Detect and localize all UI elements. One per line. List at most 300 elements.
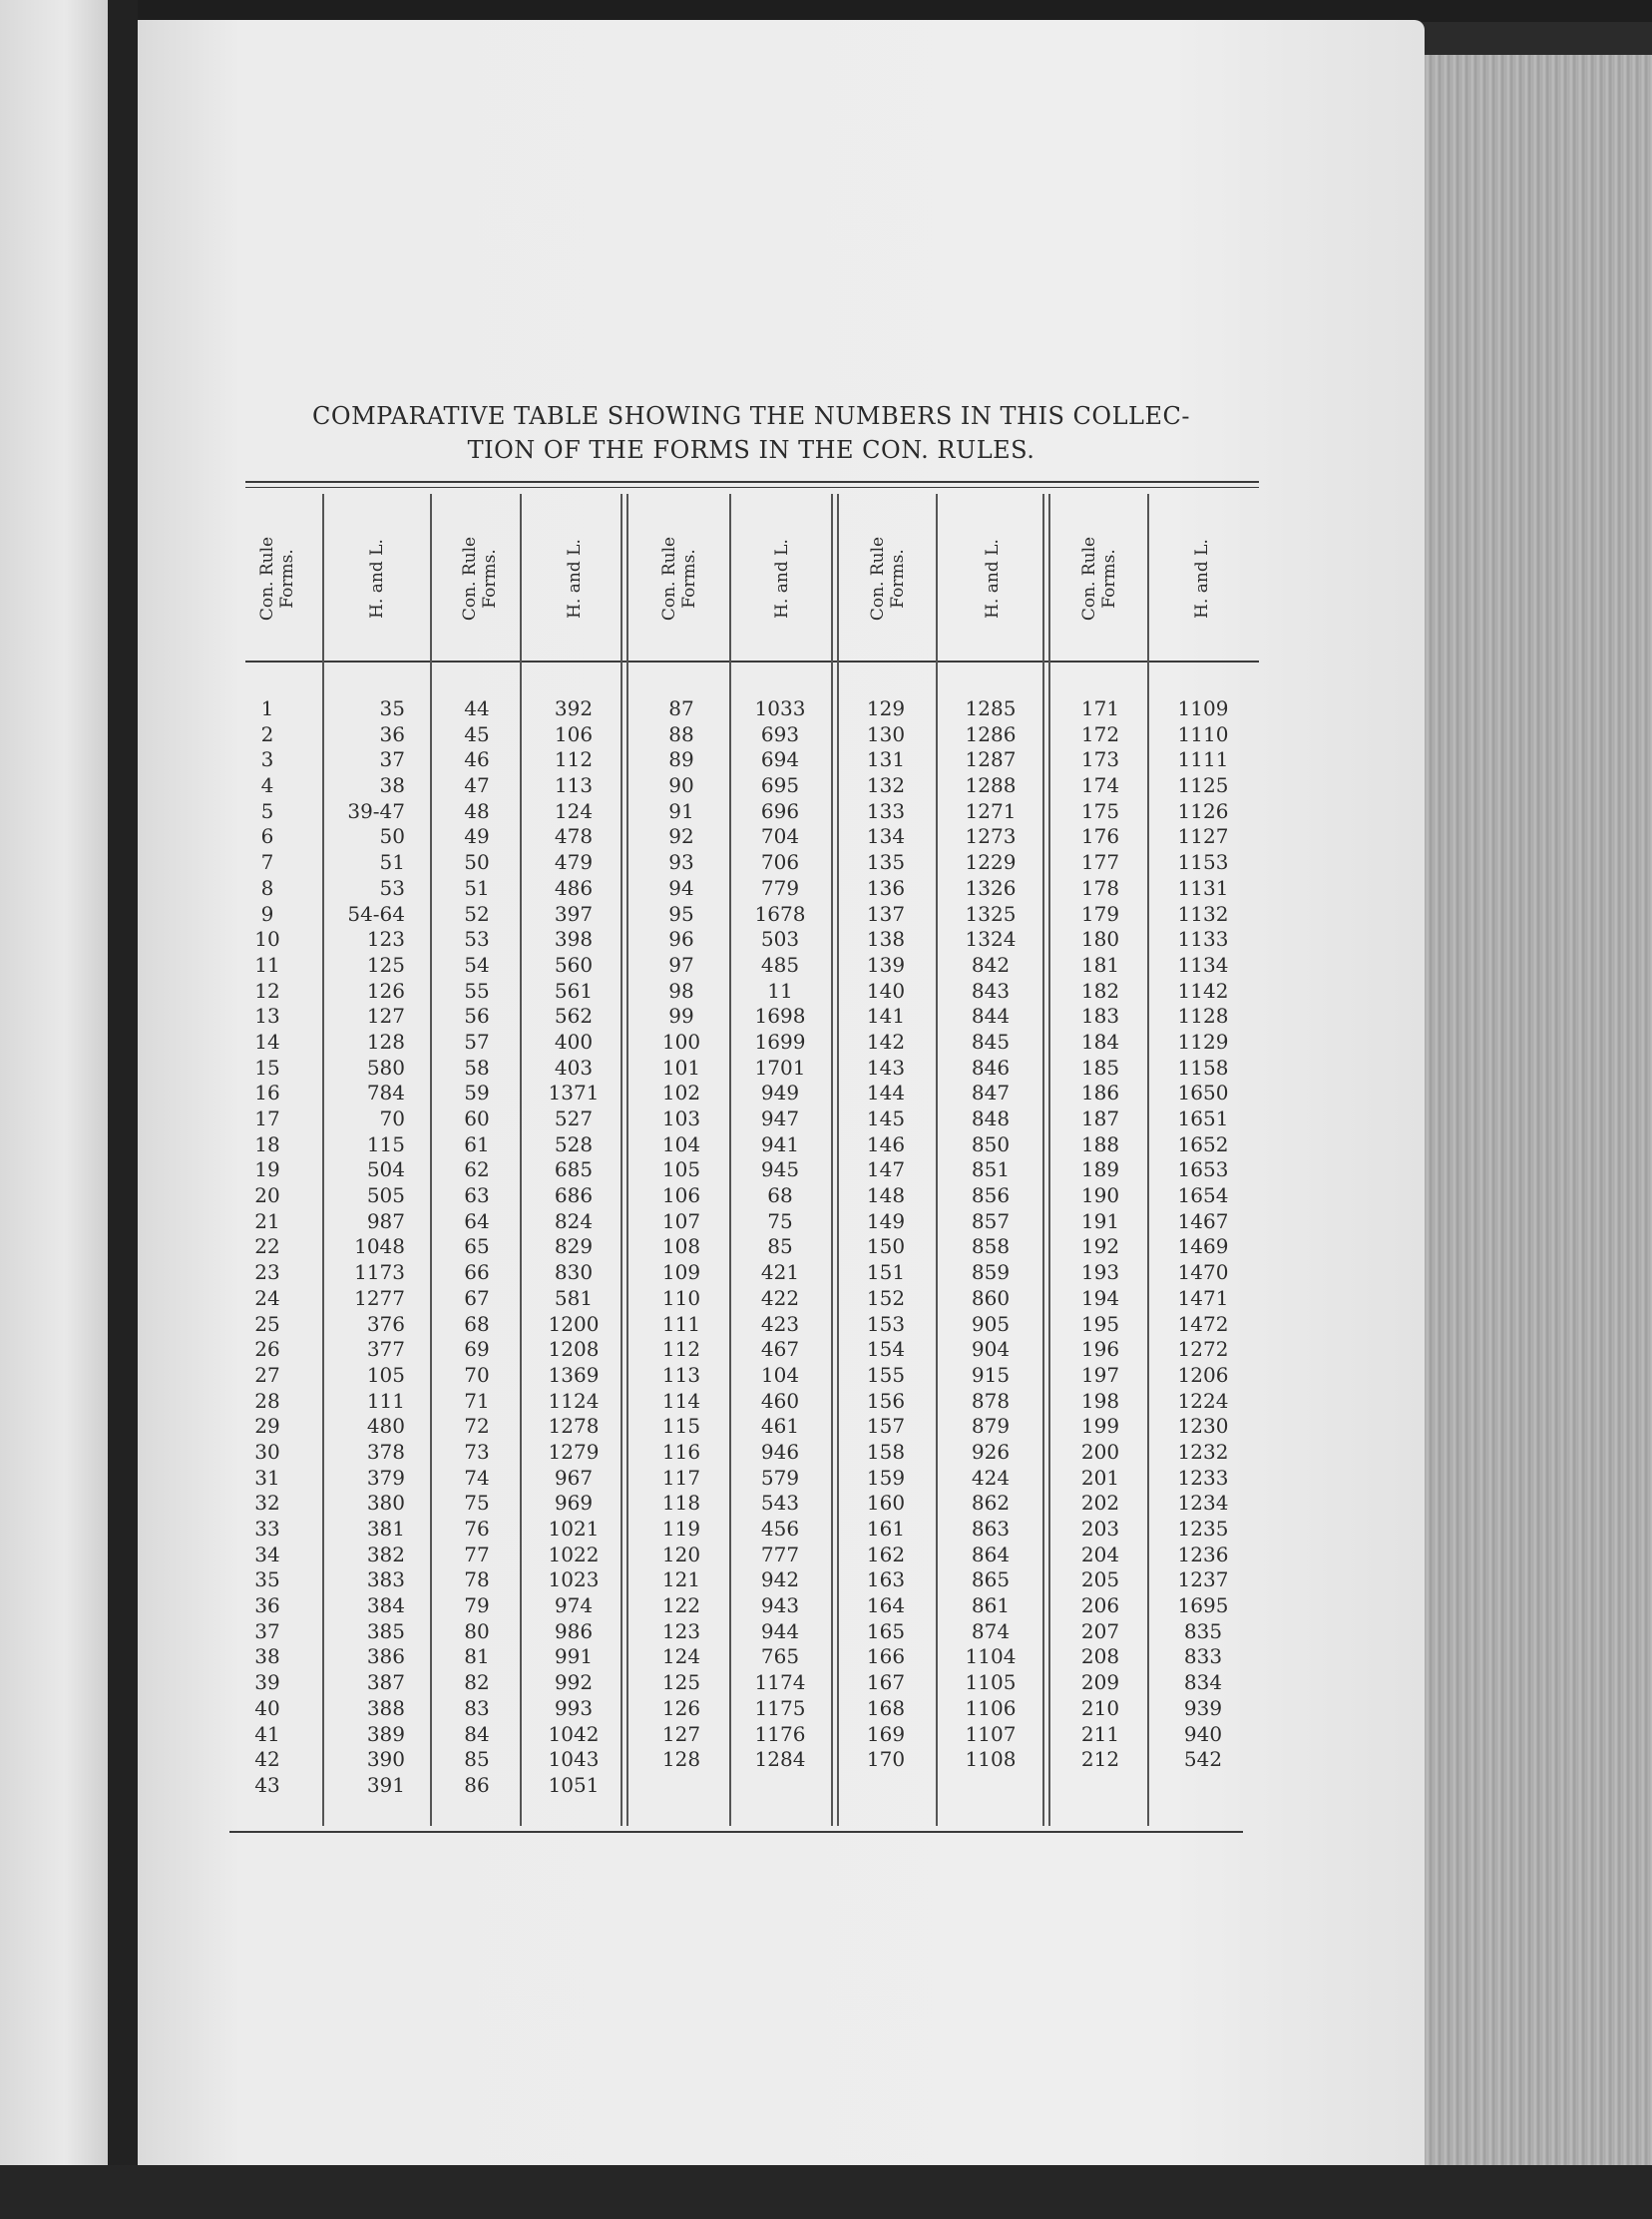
h-and-l-number: 377 bbox=[366, 1337, 405, 1362]
h-and-l-number: 1467 bbox=[1177, 1208, 1229, 1233]
con-rule-number: 39 bbox=[254, 1670, 280, 1695]
con-rule-number: 127 bbox=[661, 1721, 701, 1746]
h-and-l-number: 939 bbox=[1183, 1695, 1223, 1720]
h-and-l-number: 865 bbox=[971, 1567, 1011, 1592]
con-rule-number: 178 bbox=[1080, 875, 1120, 900]
h-and-l-number: 915 bbox=[971, 1362, 1011, 1387]
h-and-l-number: 113 bbox=[554, 773, 594, 798]
h-and-l-number: 1288 bbox=[965, 773, 1017, 798]
h-and-l-number: 391 bbox=[366, 1772, 405, 1797]
con-rule-number: 209 bbox=[1080, 1670, 1120, 1695]
con-rule-number: 64 bbox=[464, 1208, 490, 1233]
con-rule-number: 190 bbox=[1080, 1183, 1120, 1208]
h-and-l-number: 1236 bbox=[1177, 1542, 1229, 1566]
h-and-l-number: 1105 bbox=[965, 1670, 1017, 1695]
con-rule-number: 148 bbox=[866, 1183, 906, 1208]
h-and-l-number: 528 bbox=[554, 1131, 594, 1156]
h-and-l-number: 1134 bbox=[1177, 952, 1229, 977]
con-rule-number: 99 bbox=[668, 1004, 694, 1029]
con-rule-number: 175 bbox=[1080, 798, 1120, 823]
h-and-l-number: 1272 bbox=[1177, 1337, 1229, 1362]
con-rule-number: 45 bbox=[464, 721, 490, 746]
con-rule-number: 12 bbox=[254, 978, 280, 1003]
h-and-l-number: 1232 bbox=[1177, 1439, 1229, 1464]
header-rule bbox=[245, 661, 1259, 663]
h-and-l-number: 1285 bbox=[965, 696, 1017, 720]
h-and-l-number: 561 bbox=[554, 978, 594, 1003]
con-rule-number: 79 bbox=[464, 1593, 490, 1618]
con-rule-number: 10 bbox=[254, 927, 280, 952]
con-rule-number: 67 bbox=[464, 1285, 490, 1310]
h-and-l-number: 422 bbox=[760, 1285, 800, 1310]
h-and-l-number: 1234 bbox=[1177, 1491, 1229, 1516]
con-rule-number: 80 bbox=[464, 1618, 490, 1643]
h-and-l-number: 1206 bbox=[1177, 1362, 1229, 1387]
h-and-l-number: 1106 bbox=[965, 1695, 1017, 1720]
con-rule-number: 196 bbox=[1080, 1337, 1120, 1362]
con-rule-number: 147 bbox=[866, 1157, 906, 1182]
con-rule-number: 117 bbox=[661, 1465, 701, 1490]
column-con-rule-5 bbox=[1067, 696, 1133, 1773]
header-h-and-l: H. and L. bbox=[367, 539, 387, 619]
con-rule-number: 126 bbox=[661, 1695, 701, 1720]
con-rule-number: 108 bbox=[661, 1234, 701, 1259]
h-and-l-number: 942 bbox=[760, 1567, 800, 1592]
h-and-l-number: 1125 bbox=[1177, 773, 1229, 798]
h-and-l-number: 1278 bbox=[548, 1414, 600, 1439]
h-and-l-number: 1324 bbox=[965, 927, 1017, 952]
h-and-l-number: 376 bbox=[366, 1311, 405, 1336]
con-rule-number: 130 bbox=[866, 721, 906, 746]
h-and-l-number: 51 bbox=[379, 850, 405, 875]
con-rule-number: 63 bbox=[464, 1183, 490, 1208]
h-and-l-number: 941 bbox=[760, 1131, 800, 1156]
con-rule-number: 109 bbox=[661, 1260, 701, 1285]
h-and-l-number: 1279 bbox=[548, 1439, 600, 1464]
con-rule-number: 136 bbox=[866, 875, 906, 900]
con-rule-number: 187 bbox=[1080, 1107, 1120, 1130]
separator bbox=[1048, 494, 1050, 1826]
h-and-l-number: 68 bbox=[767, 1183, 793, 1208]
con-rule-number: 206 bbox=[1080, 1593, 1120, 1618]
con-rule-number: 198 bbox=[1080, 1388, 1120, 1413]
separator bbox=[520, 494, 522, 1826]
con-rule-number: 30 bbox=[254, 1439, 280, 1464]
con-rule-number: 27 bbox=[254, 1362, 280, 1387]
con-rule-number: 120 bbox=[661, 1542, 701, 1566]
con-rule-number: 132 bbox=[866, 773, 906, 798]
h-and-l-number: 879 bbox=[971, 1414, 1011, 1439]
h-and-l-number: 860 bbox=[971, 1285, 1011, 1310]
h-and-l-number: 1229 bbox=[965, 850, 1017, 875]
con-rule-number: 16 bbox=[254, 1081, 280, 1106]
con-rule-number: 137 bbox=[866, 901, 906, 926]
con-rule-number: 121 bbox=[661, 1567, 701, 1592]
separator bbox=[620, 494, 622, 1826]
h-and-l-number: 974 bbox=[554, 1593, 594, 1618]
h-and-l-number: 947 bbox=[760, 1107, 800, 1130]
con-rule-number: 163 bbox=[866, 1567, 906, 1592]
con-rule-number: 41 bbox=[254, 1721, 280, 1746]
h-and-l-number: 829 bbox=[554, 1234, 594, 1259]
con-rule-number: 54 bbox=[464, 952, 490, 977]
h-and-l-number: 1023 bbox=[548, 1567, 600, 1592]
con-rule-number: 76 bbox=[464, 1517, 490, 1541]
con-rule-number: 199 bbox=[1080, 1414, 1120, 1439]
h-and-l-number: 379 bbox=[366, 1465, 405, 1490]
con-rule-number: 36 bbox=[254, 1593, 280, 1618]
con-rule-number: 115 bbox=[661, 1414, 701, 1439]
h-and-l-number: 39-47 bbox=[347, 798, 405, 823]
h-and-l-number: 835 bbox=[1183, 1618, 1223, 1643]
h-and-l-number: 858 bbox=[971, 1234, 1011, 1259]
h-and-l-number: 1021 bbox=[548, 1517, 600, 1541]
h-and-l-number: 387 bbox=[366, 1670, 405, 1695]
con-rule-number: 124 bbox=[661, 1644, 701, 1669]
con-rule-number: 183 bbox=[1080, 1004, 1120, 1029]
separator bbox=[430, 494, 432, 1826]
con-rule-number: 13 bbox=[254, 1004, 280, 1029]
h-and-l-number: 50 bbox=[379, 824, 405, 849]
h-and-l-number: 128 bbox=[366, 1029, 405, 1054]
h-and-l-number: 562 bbox=[554, 1004, 594, 1029]
con-rule-number: 204 bbox=[1080, 1542, 1120, 1566]
con-rule-number: 57 bbox=[464, 1029, 490, 1054]
h-and-l-number: 123 bbox=[366, 927, 405, 952]
h-and-l-number: 486 bbox=[554, 875, 594, 900]
h-and-l-number: 1153 bbox=[1177, 850, 1229, 875]
h-and-l-number: 397 bbox=[554, 901, 594, 926]
h-and-l-number: 70 bbox=[379, 1107, 405, 1130]
con-rule-number: 1 bbox=[260, 696, 274, 720]
h-and-l-number: 1650 bbox=[1177, 1081, 1229, 1106]
h-and-l-number: 986 bbox=[554, 1618, 594, 1643]
h-and-l-number: 847 bbox=[971, 1081, 1011, 1106]
h-and-l-number: 1158 bbox=[1177, 1055, 1229, 1080]
con-rule-number: 89 bbox=[668, 747, 694, 772]
separator bbox=[936, 494, 938, 1826]
con-rule-number: 42 bbox=[254, 1747, 280, 1772]
con-rule-number: 32 bbox=[254, 1491, 280, 1516]
con-rule-number: 116 bbox=[661, 1439, 701, 1464]
header-con-rule-forms: Con. Rule Forms. bbox=[460, 536, 500, 622]
h-and-l-number: 777 bbox=[760, 1542, 800, 1566]
h-and-l-number: 949 bbox=[760, 1081, 800, 1106]
h-and-l-number: 856 bbox=[971, 1183, 1011, 1208]
h-and-l-number: 1271 bbox=[965, 798, 1017, 823]
h-and-l-number: 115 bbox=[366, 1131, 405, 1156]
con-rule-number: 11 bbox=[254, 952, 280, 977]
con-rule-number: 193 bbox=[1080, 1260, 1120, 1285]
book-page-edges bbox=[1425, 55, 1652, 2180]
h-and-l-number: 1230 bbox=[1177, 1414, 1229, 1439]
h-and-l-number: 1369 bbox=[548, 1362, 600, 1387]
column-con-rule-3 bbox=[650, 696, 712, 1773]
con-rule-number: 122 bbox=[661, 1593, 701, 1618]
h-and-l-number: 1022 bbox=[548, 1542, 600, 1566]
con-rule-number: 19 bbox=[254, 1157, 280, 1182]
h-and-l-number: 967 bbox=[554, 1465, 594, 1490]
con-rule-number: 169 bbox=[866, 1721, 906, 1746]
header-h-and-l: H. and L. bbox=[983, 539, 1003, 619]
con-rule-number: 46 bbox=[464, 747, 490, 772]
h-and-l-number: 1224 bbox=[1177, 1388, 1229, 1413]
h-and-l-number: 1233 bbox=[1177, 1465, 1229, 1490]
header-con-rule-forms: Con. Rule Forms. bbox=[1079, 536, 1119, 622]
h-and-l-number: 1698 bbox=[754, 1004, 806, 1029]
h-and-l-number: 1048 bbox=[354, 1234, 405, 1259]
background-bottom bbox=[0, 2165, 1652, 2219]
con-rule-number: 154 bbox=[866, 1337, 906, 1362]
con-rule-number: 15 bbox=[254, 1055, 280, 1080]
h-and-l-number: 845 bbox=[971, 1029, 1011, 1054]
h-and-l-number: 1043 bbox=[548, 1747, 600, 1772]
con-rule-number: 9 bbox=[260, 901, 274, 926]
h-and-l-number: 905 bbox=[971, 1311, 1011, 1336]
h-and-l-number: 421 bbox=[760, 1260, 800, 1285]
h-and-l-number: 1033 bbox=[754, 696, 806, 720]
con-rule-number: 20 bbox=[254, 1183, 280, 1208]
con-rule-number: 188 bbox=[1080, 1131, 1120, 1156]
con-rule-number: 103 bbox=[661, 1107, 701, 1130]
con-rule-number: 33 bbox=[254, 1517, 280, 1541]
h-and-l-number: 1131 bbox=[1177, 875, 1229, 900]
h-and-l-number: 1132 bbox=[1177, 901, 1229, 926]
separator bbox=[322, 494, 324, 1826]
con-rule-number: 165 bbox=[866, 1618, 906, 1643]
h-and-l-number: 846 bbox=[971, 1055, 1011, 1080]
h-and-l-number: 527 bbox=[554, 1107, 594, 1130]
con-rule-number: 161 bbox=[866, 1517, 906, 1541]
con-rule-number: 171 bbox=[1080, 696, 1120, 720]
con-rule-number: 180 bbox=[1080, 927, 1120, 952]
con-rule-number: 189 bbox=[1080, 1157, 1120, 1182]
h-and-l-number: 456 bbox=[760, 1517, 800, 1541]
con-rule-number: 22 bbox=[254, 1234, 280, 1259]
con-rule-number: 73 bbox=[464, 1439, 490, 1464]
separator bbox=[831, 494, 833, 1826]
con-rule-number: 123 bbox=[661, 1618, 701, 1643]
book-gutter bbox=[108, 0, 138, 2219]
con-rule-number: 98 bbox=[668, 978, 694, 1003]
h-and-l-number: 1133 bbox=[1177, 927, 1229, 952]
header-con-rule-forms: Con. Rule Forms. bbox=[257, 536, 297, 622]
column-h-and-l-5 bbox=[1163, 696, 1243, 1773]
h-and-l-number: 1469 bbox=[1177, 1234, 1229, 1259]
con-rule-number: 60 bbox=[464, 1107, 490, 1130]
title-line-1: COMPARATIVE TABLE SHOWING THE NUMBERS IN THIS COLLEC- bbox=[312, 402, 1190, 430]
background-top bbox=[138, 0, 1652, 22]
con-rule-number: 176 bbox=[1080, 824, 1120, 849]
h-and-l-number: 479 bbox=[554, 850, 594, 875]
con-rule-number: 119 bbox=[661, 1517, 701, 1541]
separator bbox=[1147, 494, 1149, 1826]
h-and-l-number: 861 bbox=[971, 1593, 1011, 1618]
column-h-and-l-1 bbox=[337, 696, 405, 1799]
con-rule-number: 113 bbox=[661, 1362, 701, 1387]
h-and-l-number: 1174 bbox=[754, 1670, 806, 1695]
h-and-l-number: 125 bbox=[366, 952, 405, 977]
con-rule-number: 75 bbox=[464, 1491, 490, 1516]
con-rule-number: 174 bbox=[1080, 773, 1120, 798]
con-rule-number: 167 bbox=[866, 1670, 906, 1695]
con-rule-number: 160 bbox=[866, 1491, 906, 1516]
con-rule-number: 181 bbox=[1080, 952, 1120, 977]
h-and-l-number: 991 bbox=[554, 1644, 594, 1669]
header-con-rule-forms: Con. Rule Forms. bbox=[868, 536, 908, 622]
h-and-l-number: 1678 bbox=[754, 901, 806, 926]
con-rule-number: 77 bbox=[464, 1542, 490, 1566]
h-and-l-number: 874 bbox=[971, 1618, 1011, 1643]
h-and-l-number: 945 bbox=[760, 1157, 800, 1182]
con-rule-number: 114 bbox=[661, 1388, 701, 1413]
h-and-l-number: 478 bbox=[554, 824, 594, 849]
h-and-l-number: 1326 bbox=[965, 875, 1017, 900]
h-and-l-number: 85 bbox=[767, 1234, 793, 1259]
con-rule-number: 118 bbox=[661, 1491, 701, 1516]
h-and-l-number: 1051 bbox=[548, 1772, 600, 1797]
con-rule-number: 29 bbox=[254, 1414, 280, 1439]
h-and-l-number: 834 bbox=[1183, 1670, 1223, 1695]
con-rule-number: 110 bbox=[661, 1285, 701, 1310]
con-rule-number: 104 bbox=[661, 1131, 701, 1156]
h-and-l-number: 1127 bbox=[1177, 824, 1229, 849]
h-and-l-number: 1651 bbox=[1177, 1107, 1229, 1130]
h-and-l-number: 403 bbox=[554, 1055, 594, 1080]
header-h-and-l: H. and L. bbox=[772, 539, 792, 619]
con-rule-number: 66 bbox=[464, 1260, 490, 1285]
con-rule-number: 107 bbox=[661, 1208, 701, 1233]
con-rule-number: 7 bbox=[260, 850, 274, 875]
h-and-l-number: 784 bbox=[366, 1081, 405, 1106]
con-rule-number: 96 bbox=[668, 927, 694, 952]
top-rule-2 bbox=[245, 487, 1259, 488]
con-rule-number: 26 bbox=[254, 1337, 280, 1362]
separator bbox=[626, 494, 628, 1826]
con-rule-number: 72 bbox=[464, 1414, 490, 1439]
h-and-l-number: 824 bbox=[554, 1208, 594, 1233]
h-and-l-number: 35 bbox=[379, 696, 405, 720]
h-and-l-number: 848 bbox=[971, 1107, 1011, 1130]
con-rule-number: 144 bbox=[866, 1081, 906, 1106]
h-and-l-number: 1235 bbox=[1177, 1517, 1229, 1541]
column-h-and-l-4 bbox=[953, 696, 1029, 1773]
con-rule-number: 52 bbox=[464, 901, 490, 926]
con-rule-number: 177 bbox=[1080, 850, 1120, 875]
h-and-l-number: 686 bbox=[554, 1183, 594, 1208]
con-rule-number: 6 bbox=[260, 824, 274, 849]
con-rule-number: 86 bbox=[464, 1772, 490, 1797]
h-and-l-number: 1470 bbox=[1177, 1260, 1229, 1285]
h-and-l-number: 704 bbox=[760, 824, 800, 849]
con-rule-number: 157 bbox=[866, 1414, 906, 1439]
h-and-l-number: 543 bbox=[760, 1491, 800, 1516]
h-and-l-number: 833 bbox=[1183, 1644, 1223, 1669]
con-rule-number: 74 bbox=[464, 1465, 490, 1490]
con-rule-number: 82 bbox=[464, 1670, 490, 1695]
h-and-l-number: 685 bbox=[554, 1157, 594, 1182]
con-rule-number: 162 bbox=[866, 1542, 906, 1566]
con-rule-number: 139 bbox=[866, 952, 906, 977]
con-rule-number: 2 bbox=[260, 721, 274, 746]
con-rule-number: 95 bbox=[668, 901, 694, 926]
con-rule-number: 111 bbox=[661, 1311, 701, 1336]
con-rule-number: 164 bbox=[866, 1593, 906, 1618]
h-and-l-number: 1273 bbox=[965, 824, 1017, 849]
h-and-l-number: 54-64 bbox=[347, 901, 405, 926]
facing-page-edge bbox=[0, 0, 108, 2219]
h-and-l-number: 1237 bbox=[1177, 1567, 1229, 1592]
con-rule-number: 61 bbox=[464, 1131, 490, 1156]
header-con-rule-forms: Con. Rule Forms. bbox=[659, 536, 699, 622]
h-and-l-number: 1653 bbox=[1177, 1157, 1229, 1182]
con-rule-number: 47 bbox=[464, 773, 490, 798]
h-and-l-number: 467 bbox=[760, 1337, 800, 1362]
h-and-l-number: 904 bbox=[971, 1337, 1011, 1362]
con-rule-number: 159 bbox=[866, 1465, 906, 1490]
con-rule-number: 149 bbox=[866, 1208, 906, 1233]
con-rule-number: 97 bbox=[668, 952, 694, 977]
h-and-l-number: 398 bbox=[554, 927, 594, 952]
h-and-l-number: 1142 bbox=[1177, 978, 1229, 1003]
separator bbox=[1042, 494, 1044, 1826]
con-rule-number: 17 bbox=[254, 1107, 280, 1130]
h-and-l-number: 969 bbox=[554, 1491, 594, 1516]
separator bbox=[729, 494, 731, 1826]
con-rule-number: 49 bbox=[464, 824, 490, 849]
con-rule-number: 129 bbox=[866, 696, 906, 720]
con-rule-number: 151 bbox=[866, 1260, 906, 1285]
h-and-l-number: 765 bbox=[760, 1644, 800, 1669]
h-and-l-number: 112 bbox=[554, 747, 594, 772]
h-and-l-number: 382 bbox=[366, 1542, 405, 1566]
h-and-l-number: 1471 bbox=[1177, 1285, 1229, 1310]
con-rule-number: 140 bbox=[866, 978, 906, 1003]
con-rule-number: 28 bbox=[254, 1388, 280, 1413]
h-and-l-number: 1286 bbox=[965, 721, 1017, 746]
con-rule-number: 156 bbox=[866, 1388, 906, 1413]
con-rule-number: 212 bbox=[1080, 1747, 1120, 1772]
h-and-l-number: 694 bbox=[760, 747, 800, 772]
con-rule-number: 65 bbox=[464, 1234, 490, 1259]
h-and-l-number: 864 bbox=[971, 1542, 1011, 1566]
h-and-l-number: 378 bbox=[366, 1439, 405, 1464]
con-rule-number: 40 bbox=[254, 1695, 280, 1720]
con-rule-number: 153 bbox=[866, 1311, 906, 1336]
con-rule-number: 69 bbox=[464, 1337, 490, 1362]
h-and-l-number: 862 bbox=[971, 1491, 1011, 1516]
con-rule-number: 59 bbox=[464, 1081, 490, 1106]
h-and-l-number: 400 bbox=[554, 1029, 594, 1054]
h-and-l-number: 943 bbox=[760, 1593, 800, 1618]
con-rule-number: 100 bbox=[661, 1029, 701, 1054]
h-and-l-number: 878 bbox=[971, 1388, 1011, 1413]
h-and-l-number: 1111 bbox=[1177, 747, 1229, 772]
con-rule-number: 102 bbox=[661, 1081, 701, 1106]
con-rule-number: 131 bbox=[866, 747, 906, 772]
con-rule-number: 211 bbox=[1080, 1721, 1120, 1746]
h-and-l-number: 124 bbox=[554, 798, 594, 823]
h-and-l-number: 485 bbox=[760, 952, 800, 977]
con-rule-number: 145 bbox=[866, 1107, 906, 1130]
h-and-l-number: 380 bbox=[366, 1491, 405, 1516]
h-and-l-number: 1128 bbox=[1177, 1004, 1229, 1029]
h-and-l-number: 390 bbox=[366, 1747, 405, 1772]
h-and-l-number: 36 bbox=[379, 721, 405, 746]
con-rule-number: 146 bbox=[866, 1131, 906, 1156]
con-rule-number: 62 bbox=[464, 1157, 490, 1182]
con-rule-number: 134 bbox=[866, 824, 906, 849]
